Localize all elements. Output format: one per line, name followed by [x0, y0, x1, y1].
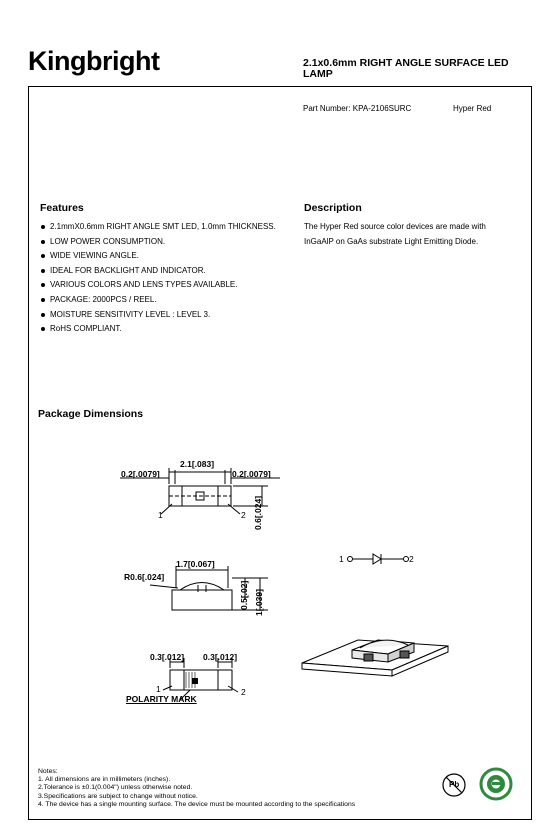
- pin1-label: 1: [158, 510, 163, 520]
- circuit-symbol: [348, 554, 409, 564]
- description-text: The Hyper Red source color devices are made with InGaAlP on GaAs substrate Light Emitting Diode.: [304, 222, 486, 246]
- dim-right-top: 0.2[.0079]: [232, 469, 271, 479]
- led-color: Hyper Red: [453, 104, 492, 113]
- part-number: Part Number: KPA-2106SURC: [303, 104, 412, 113]
- circuit-pin2: 2: [409, 554, 414, 564]
- dim-lens-h1: 0.5[.02]: [239, 580, 249, 610]
- feature-item: IDEAL FOR BACKLIGHT AND INDICATOR.: [40, 264, 280, 279]
- feature-item: LOW POWER CONSUMPTION.: [40, 235, 280, 250]
- note-item: 2.Tolerance is ±0.1(0.004") unless otherwise noted.: [38, 784, 193, 792]
- note-item: 3.Specifications are subject to change without notice.: [38, 792, 198, 800]
- dim-pad-left: 0.3[.012]: [150, 652, 185, 662]
- notes-block: [38, 768, 418, 809]
- notes-heading: Notes:: [38, 768, 58, 775]
- side-view-body: [172, 590, 232, 610]
- description-heading: Description: [304, 202, 362, 214]
- dim-left-top: 0.2[.0079]: [121, 469, 160, 479]
- bottom-view-body: [170, 670, 232, 690]
- bottom-pin1-label: 1: [156, 684, 161, 694]
- document-title: 2.1x0.6mm RIGHT ANGLE SURFACE LED LAMP: [303, 57, 509, 80]
- dim-radius: R0.6[.024]: [124, 572, 165, 582]
- isometric-view: [302, 640, 448, 676]
- note-item: 4. The device has a single mounting surface. The device must be mounted according to the specifications: [38, 800, 356, 808]
- feature-item: 2.1mmX0.6mm RIGHT ANGLE SMT LED, 1.0mm THICKNESS.: [40, 220, 280, 235]
- feature-item: WIDE VIEWING ANGLE.: [40, 249, 280, 264]
- dim-height-top: 0.6[.024]: [253, 495, 263, 530]
- note-item: 1. All dimensions are in millimeters (inches).: [38, 776, 171, 784]
- feature-item: PACKAGE: 2000PCS / REEL.: [40, 293, 280, 308]
- rohs-icon: [481, 769, 511, 799]
- feature-item: MOISTURE SENSITIVITY LEVEL : LEVEL 3.: [40, 308, 280, 323]
- feature-item: RoHS COMPLIANT.: [40, 322, 280, 337]
- feature-item: VARIOUS COLORS AND LENS TYPES AVAILABLE.: [40, 278, 280, 293]
- dim-lens-h2: 1[.039]: [254, 589, 264, 616]
- polarity-marker: [192, 678, 198, 684]
- pin2-label: 2: [241, 510, 246, 520]
- circuit-pin1: 1: [339, 554, 344, 564]
- brand-logo: Kingbright: [28, 46, 160, 76]
- dim-pad-right: 0.3[.012]: [203, 652, 238, 662]
- dim-lens-width: 1.7[0.067]: [176, 559, 215, 569]
- bottom-pin2-label: 2: [241, 687, 246, 697]
- pb-label: Pb: [449, 780, 460, 789]
- features-heading: Features: [40, 202, 84, 214]
- polarity-mark-label: POLARITY MARK: [126, 694, 197, 704]
- package-heading: Package Dimensions: [38, 408, 144, 420]
- dim-width-top: 2.1[.083]: [180, 459, 215, 469]
